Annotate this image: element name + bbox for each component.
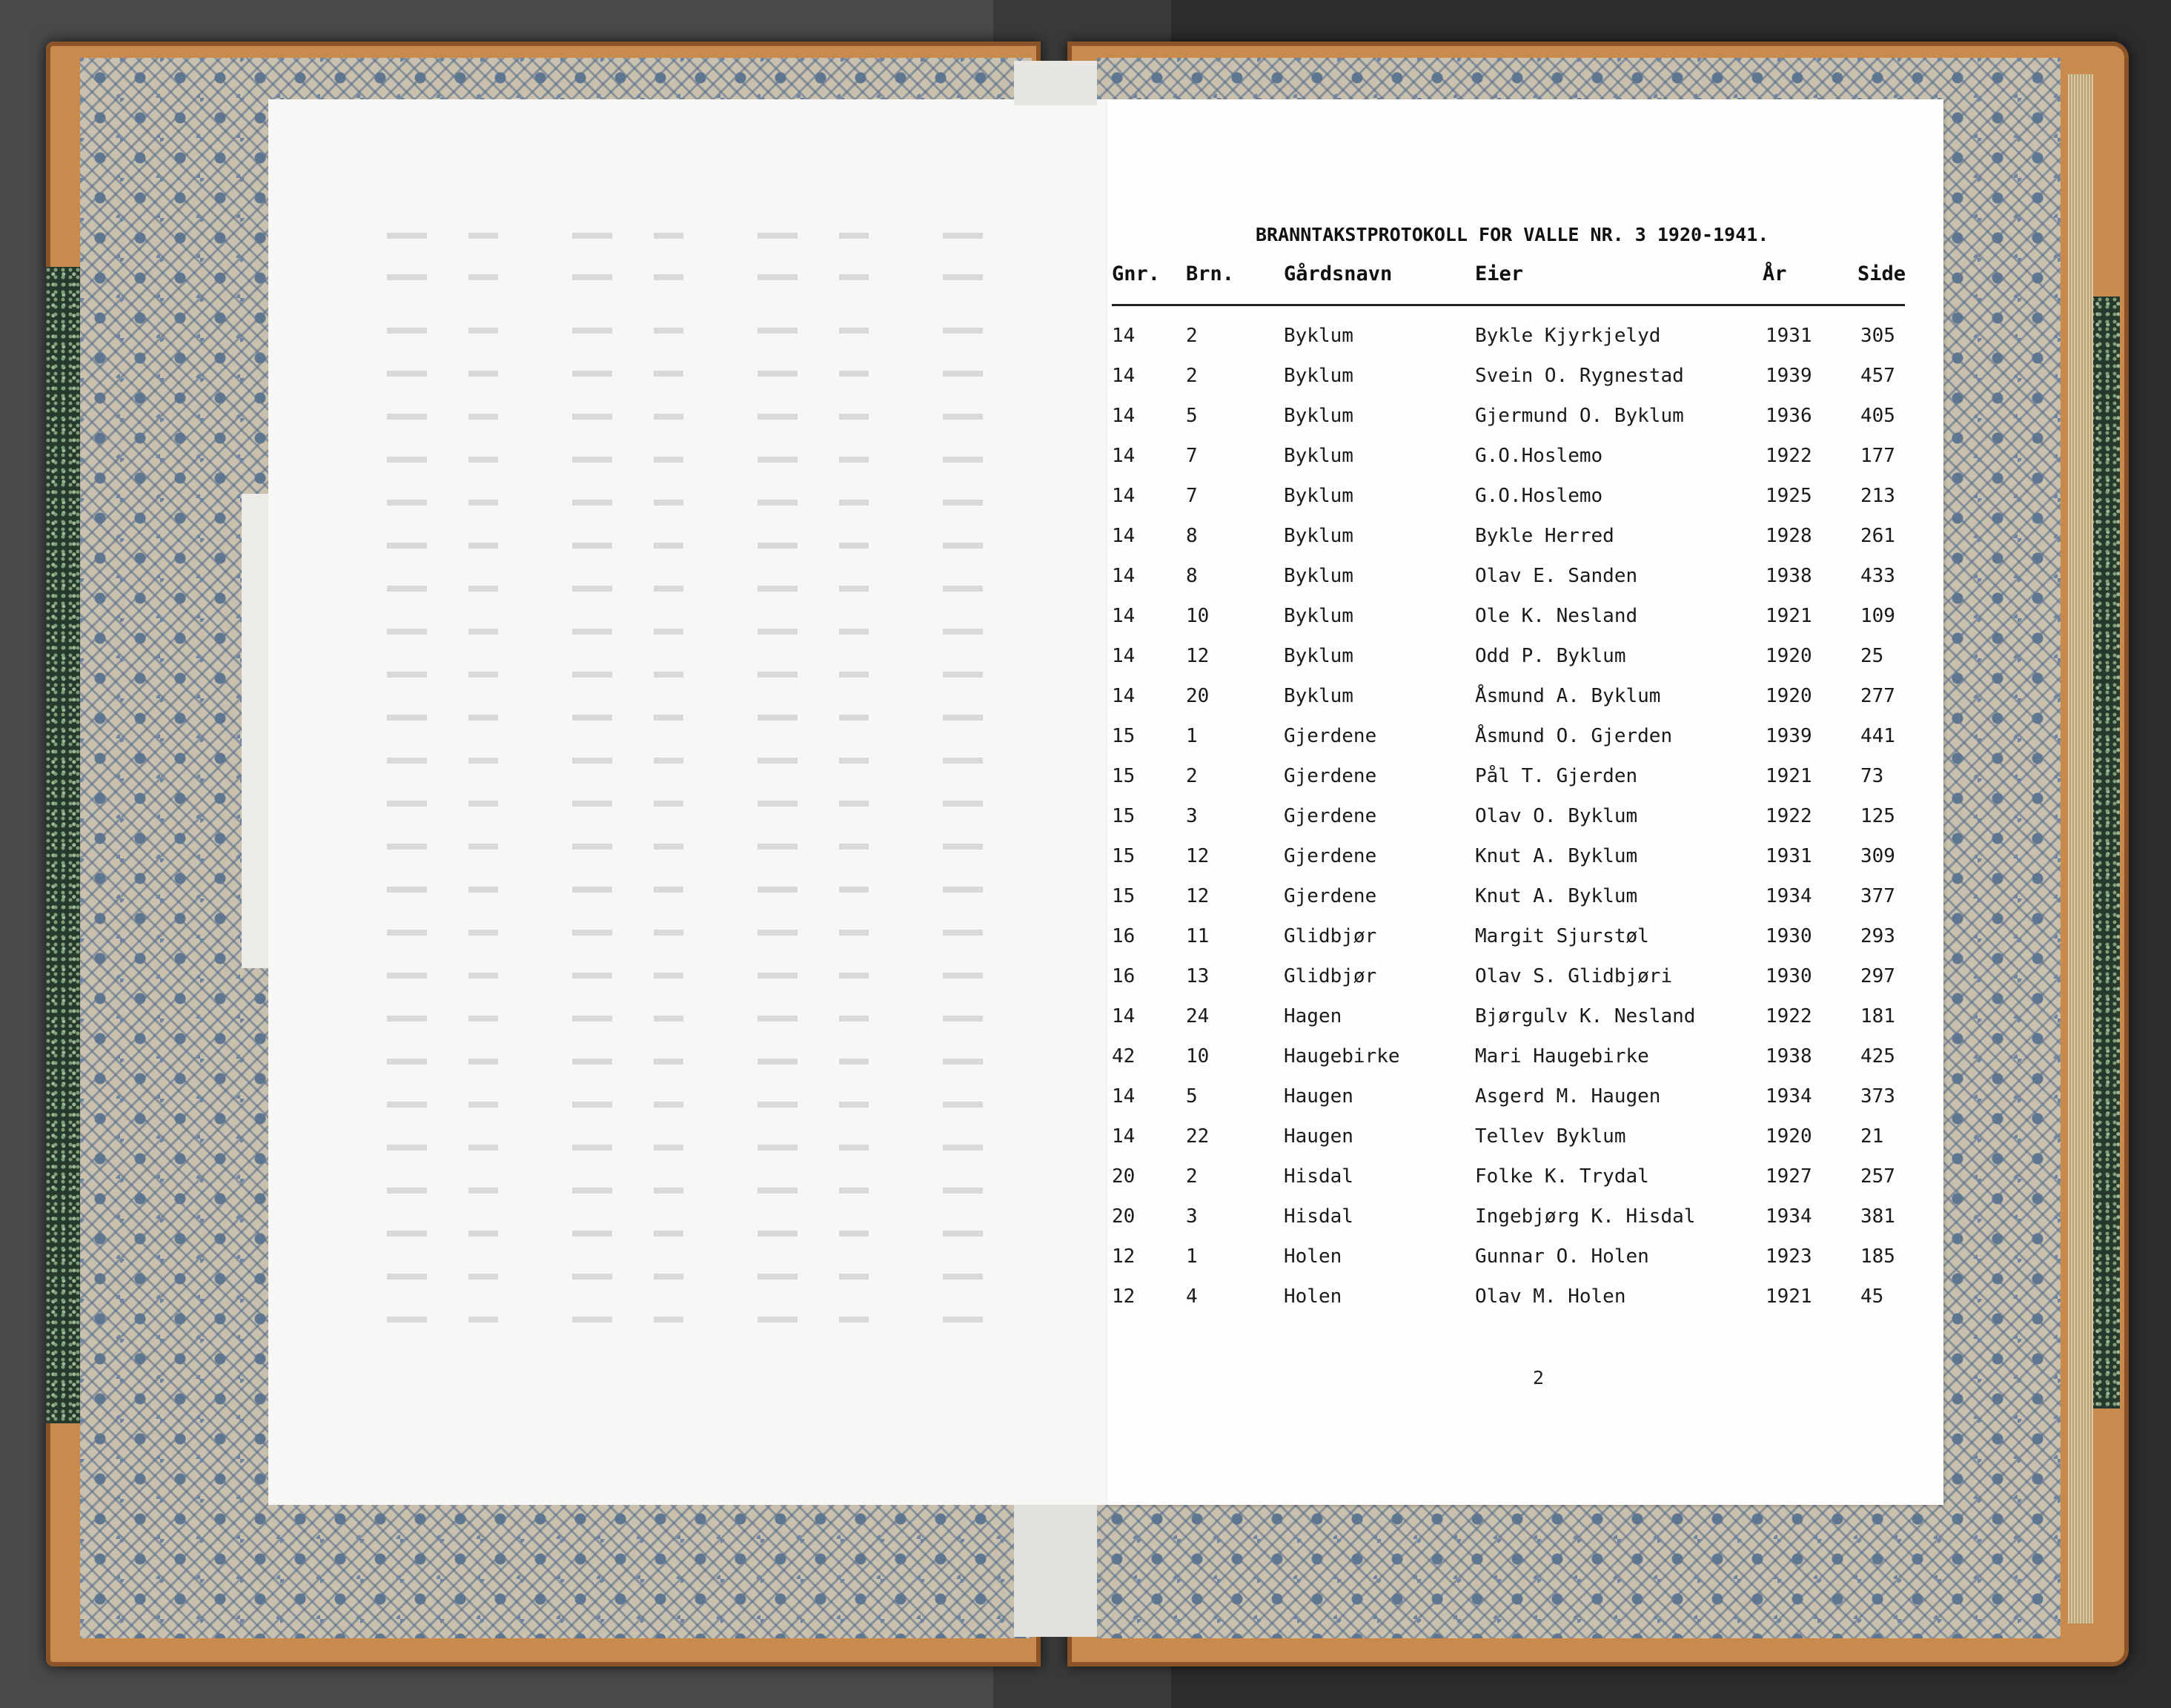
cell-ar: 1934 [1766, 1085, 1812, 1108]
table-row [1107, 805, 1943, 845]
table-row [1107, 765, 1943, 805]
table-row [1107, 1125, 1943, 1165]
cell-gardsnavn: Gjerdene [1284, 845, 1377, 867]
cell-side: 441 [1860, 725, 1895, 747]
table-row [1107, 485, 1943, 525]
cell-side: 185 [1860, 1245, 1895, 1268]
cell-eier: Tellev Byklum [1475, 1125, 1626, 1148]
cell-gnr: 14 [1112, 485, 1136, 507]
cell-brn: 20 [1186, 685, 1210, 707]
cell-gnr: 20 [1112, 1165, 1136, 1188]
cell-gnr: 14 [1112, 605, 1136, 627]
table-row [1107, 565, 1943, 605]
cell-eier: Odd P. Byklum [1475, 645, 1626, 667]
cell-side: 261 [1860, 525, 1895, 547]
cell-side: 425 [1860, 1045, 1895, 1068]
cell-ar: 1930 [1766, 925, 1812, 947]
cell-eier: Olav M. Holen [1475, 1285, 1626, 1308]
cell-side: 21 [1860, 1125, 1884, 1148]
cell-ar: 1920 [1766, 645, 1812, 667]
column-header-side: Side [1857, 262, 1906, 285]
cell-brn: 1 [1186, 725, 1198, 747]
cell-gardsnavn: Hisdal [1284, 1165, 1353, 1188]
cell-eier: Gunnar O. Holen [1475, 1245, 1649, 1268]
cell-gardsnavn: Byklum [1284, 685, 1353, 707]
cell-brn: 3 [1186, 1205, 1198, 1228]
cell-gardsnavn: Holen [1284, 1285, 1342, 1308]
cell-gnr: 15 [1112, 885, 1136, 907]
cell-brn: 2 [1186, 1165, 1198, 1188]
column-header-brn: Brn. [1186, 262, 1235, 285]
cell-brn: 12 [1186, 885, 1210, 907]
cell-gnr: 14 [1112, 365, 1136, 387]
cell-gnr: 16 [1112, 925, 1136, 947]
cell-side: 277 [1860, 685, 1895, 707]
cell-ar: 1921 [1766, 605, 1812, 627]
cell-gnr: 14 [1112, 325, 1136, 347]
cell-brn: 1 [1186, 1245, 1198, 1268]
cell-brn: 11 [1186, 925, 1210, 947]
table-row [1107, 445, 1943, 485]
cell-eier: G.O.Hoslemo [1475, 445, 1603, 467]
cell-ar: 1934 [1766, 1205, 1812, 1228]
cell-gardsnavn: Byklum [1284, 525, 1353, 547]
cell-gnr: 14 [1112, 645, 1136, 667]
cell-gnr: 12 [1112, 1245, 1136, 1268]
cell-side: 25 [1860, 645, 1884, 667]
cell-eier: Åsmund A. Byklum [1475, 685, 1661, 707]
cell-brn: 13 [1186, 965, 1210, 987]
cell-ar: 1927 [1766, 1165, 1812, 1188]
document-title: BRANNTAKSTPROTOKOLL FOR VALLE NR. 3 1920-1941. [1256, 224, 1769, 245]
cell-brn: 24 [1186, 1005, 1210, 1027]
cell-gardsnavn: Glidbjør [1284, 965, 1377, 987]
cell-ar: 1931 [1766, 325, 1812, 347]
cell-side: 125 [1860, 805, 1895, 827]
cell-brn: 2 [1186, 365, 1198, 387]
cell-brn: 8 [1186, 525, 1198, 547]
cell-gnr: 14 [1112, 1005, 1136, 1027]
cell-side: 305 [1860, 325, 1895, 347]
cell-ar: 1922 [1766, 1005, 1812, 1027]
cell-gnr: 15 [1112, 725, 1136, 747]
cell-ar: 1921 [1766, 1285, 1812, 1308]
cell-gnr: 15 [1112, 845, 1136, 867]
cell-gardsnavn: Haugen [1284, 1085, 1353, 1108]
cell-side: 73 [1860, 765, 1884, 787]
cell-side: 213 [1860, 485, 1895, 507]
cell-gardsnavn: Byklum [1284, 445, 1353, 467]
cell-ar: 1938 [1766, 565, 1812, 587]
cell-gardsnavn: Hisdal [1284, 1205, 1353, 1228]
table-row [1107, 725, 1943, 765]
table-row [1107, 1205, 1943, 1245]
cell-gnr: 15 [1112, 805, 1136, 827]
cell-ar: 1921 [1766, 765, 1812, 787]
cell-eier: Bykle Herred [1475, 525, 1614, 547]
cell-gardsnavn: Byklum [1284, 645, 1353, 667]
cell-eier: Bjørgulv K. Nesland [1475, 1005, 1696, 1027]
cell-gnr: 14 [1112, 565, 1136, 587]
table-row [1107, 1285, 1943, 1325]
cell-side: 433 [1860, 565, 1895, 587]
cell-ar: 1930 [1766, 965, 1812, 987]
cell-ar: 1920 [1766, 685, 1812, 707]
cell-side: 297 [1860, 965, 1895, 987]
show-through-text [268, 99, 1107, 1505]
cell-gnr: 16 [1112, 965, 1136, 987]
cell-gardsnavn: Haugebirke [1284, 1045, 1400, 1068]
cell-brn: 22 [1186, 1125, 1210, 1148]
cell-eier: Olav O. Byklum [1475, 805, 1638, 827]
cell-eier: Knut A. Byklum [1475, 845, 1638, 867]
table-row [1107, 685, 1943, 725]
cell-brn: 5 [1186, 405, 1198, 427]
tape-top [1014, 61, 1097, 105]
cell-brn: 12 [1186, 845, 1210, 867]
cell-side: 457 [1860, 365, 1895, 387]
cell-ar: 1939 [1766, 365, 1812, 387]
cell-gardsnavn: Gjerdene [1284, 725, 1377, 747]
cell-brn: 2 [1186, 765, 1198, 787]
cell-side: 177 [1860, 445, 1895, 467]
cell-gardsnavn: Byklum [1284, 605, 1353, 627]
cell-gardsnavn: Gjerdene [1284, 885, 1377, 907]
table-row [1107, 845, 1943, 885]
cell-eier: Knut A. Byklum [1475, 885, 1638, 907]
cell-gnr: 14 [1112, 1125, 1136, 1148]
cell-eier: Pål T. Gjerden [1475, 765, 1638, 787]
cell-side: 45 [1860, 1285, 1884, 1308]
column-header-ar: År [1763, 262, 1787, 285]
cell-ar: 1931 [1766, 845, 1812, 867]
table-row [1107, 365, 1943, 405]
cell-brn: 7 [1186, 445, 1198, 467]
table-row [1107, 1165, 1943, 1205]
cell-eier: G.O.Hoslemo [1475, 485, 1603, 507]
cell-eier: Folke K. Trydal [1475, 1165, 1649, 1188]
cell-ar: 1920 [1766, 1125, 1812, 1148]
cell-brn: 8 [1186, 565, 1198, 587]
cell-brn: 10 [1186, 605, 1210, 627]
table-row [1107, 1085, 1943, 1125]
cell-ar: 1928 [1766, 525, 1812, 547]
cell-side: 405 [1860, 405, 1895, 427]
table-row [1107, 325, 1943, 365]
cell-gardsnavn: Glidbjør [1284, 925, 1377, 947]
table-row [1107, 605, 1943, 645]
cell-side: 373 [1860, 1085, 1895, 1108]
cell-brn: 10 [1186, 1045, 1210, 1068]
cell-ar: 1922 [1766, 445, 1812, 467]
cell-brn: 5 [1186, 1085, 1198, 1108]
cell-ar: 1925 [1766, 485, 1812, 507]
cell-eier: Svein O. Rygnestad [1475, 365, 1684, 387]
cell-gnr: 14 [1112, 445, 1136, 467]
cell-eier: Margit Sjurstøl [1475, 925, 1649, 947]
cell-side: 293 [1860, 925, 1895, 947]
cell-gardsnavn: Byklum [1284, 405, 1353, 427]
cell-eier: Olav S. Glidbjøri [1475, 965, 1673, 987]
cell-brn: 3 [1186, 805, 1198, 827]
column-header-gnr: Gnr. [1112, 262, 1161, 285]
cell-gnr: 14 [1112, 405, 1136, 427]
cell-ar: 1923 [1766, 1245, 1812, 1268]
cell-gnr: 14 [1112, 1085, 1136, 1108]
cell-gardsnavn: Haugen [1284, 1125, 1353, 1148]
cell-side: 181 [1860, 1005, 1895, 1027]
cell-gardsnavn: Gjerdene [1284, 805, 1377, 827]
cell-side: 377 [1860, 885, 1895, 907]
table-row [1107, 405, 1943, 445]
table-row [1107, 965, 1943, 1005]
cell-gnr: 14 [1112, 525, 1136, 547]
cell-gardsnavn: Holen [1284, 1245, 1342, 1268]
table-row [1107, 1245, 1943, 1285]
marbled-edge-left [46, 267, 80, 1423]
column-header-gardsnavn: Gårdsnavn [1284, 262, 1393, 285]
cell-gnr: 14 [1112, 685, 1136, 707]
marbled-edge-right [2090, 297, 2120, 1409]
cell-side: 309 [1860, 845, 1895, 867]
table-row [1107, 1045, 1943, 1085]
table-row [1107, 925, 1943, 965]
cell-ar: 1938 [1766, 1045, 1812, 1068]
cell-eier: Asgerd M. Haugen [1475, 1085, 1661, 1108]
table-row [1107, 645, 1943, 685]
cell-gardsnavn: Byklum [1284, 565, 1353, 587]
cell-eier: Bykle Kjyrkjelyd [1475, 325, 1661, 347]
table-row [1107, 1005, 1943, 1045]
cell-brn: 2 [1186, 325, 1198, 347]
cell-brn: 7 [1186, 485, 1198, 507]
cell-brn: 4 [1186, 1285, 1198, 1308]
column-header-eier: Eier [1475, 262, 1524, 285]
cell-eier: Ole K. Nesland [1475, 605, 1638, 627]
page-number: 2 [1533, 1367, 1545, 1388]
cell-gnr: 12 [1112, 1285, 1136, 1308]
cell-eier: Mari Haugebirke [1475, 1045, 1649, 1068]
cell-eier: Gjermund O. Byklum [1475, 405, 1684, 427]
cell-side: 257 [1860, 1165, 1895, 1188]
cell-ar: 1934 [1766, 885, 1812, 907]
table-row [1107, 525, 1943, 565]
cell-gardsnavn: Byklum [1284, 485, 1353, 507]
cell-gnr: 20 [1112, 1205, 1136, 1228]
cell-gnr: 42 [1112, 1045, 1136, 1068]
tape-bottom [1014, 1505, 1097, 1637]
cell-ar: 1922 [1766, 805, 1812, 827]
cell-side: 109 [1860, 605, 1895, 627]
cell-eier: Ingebjørg K. Hisdal [1475, 1205, 1696, 1228]
cell-ar: 1936 [1766, 405, 1812, 427]
table-row [1107, 885, 1943, 925]
cell-eier: Olav E. Sanden [1475, 565, 1638, 587]
cell-gardsnavn: Byklum [1284, 325, 1353, 347]
cell-eier: Åsmund O. Gjerden [1475, 725, 1673, 747]
cell-brn: 12 [1186, 645, 1210, 667]
cell-side: 381 [1860, 1205, 1895, 1228]
reverse-sheet [268, 99, 1107, 1505]
cell-gardsnavn: Gjerdene [1284, 765, 1377, 787]
index-sheet [1107, 99, 1943, 1505]
table-body [1107, 325, 1943, 1325]
cell-gnr: 15 [1112, 765, 1136, 787]
cell-gardsnavn: Byklum [1284, 365, 1353, 387]
cell-ar: 1939 [1766, 725, 1812, 747]
header-rule [1112, 304, 1905, 306]
page-edges [2068, 74, 2093, 1623]
cell-gardsnavn: Hagen [1284, 1005, 1342, 1027]
